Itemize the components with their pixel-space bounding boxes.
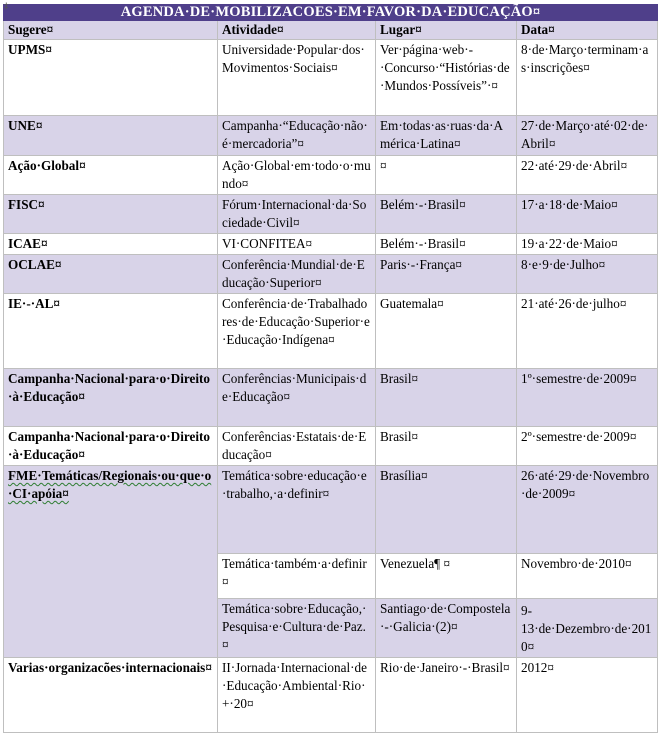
cell-org: IE·-·AL¤ [4,294,218,369]
header-lugar: Lugar¤ [376,21,517,40]
cell-date: 17·a·18·de·Maio¤ [517,195,658,234]
table-row [4,658,658,733]
table-row [4,255,658,294]
table-row [4,466,658,554]
cell-date: Novembro·de·2010¤ [517,554,658,599]
cell-date: 8·de·Março·terminam·as·inscrições¤ [517,40,658,116]
cell-org: UNE¤ [4,116,218,156]
cell-date: 26·até·29·de·Novembro·de·2009¤ [517,466,658,554]
cell-date: 22·até·29·de·Abril¤ [517,156,658,195]
cell-activity: Campanha·“Educação·não·é·mercadoria”¤ [218,116,376,156]
cell-place: Ver·página·web·-·Concurso·“Histórias·de·Mundos·Possíveis”·¤ [376,40,517,116]
cell-org: Varias·organizacões·internacionais¤ [4,658,218,733]
table-row [4,294,658,369]
cell-place: ¤ [376,156,517,195]
cell-activity: Temática·sobre·educação·e·trabalho,·a·definir¤ [218,466,376,554]
cell-date: 21·até·26·de·julho¤ [517,294,658,369]
cell-place: Brasil¤ [376,427,517,466]
cell-activity: Conferências·Municipais·de·Educação¤ [218,369,376,427]
cell-place: Guatemala¤ [376,294,517,369]
cell-date: 2º·semestre·de·2009¤ [517,427,658,466]
cell-date: 8·e·9·de·Julho¤ [517,255,658,294]
cell-activity: Temática·sobre·Educação,·Pesquisa·e·Cultura·de·Paz.¤ [218,599,376,658]
cell-org: OCLAE¤ [4,255,218,294]
table-row [4,427,658,466]
table-row [4,116,658,156]
cell-activity: Ação·Global·em·todo·o·mundo¤ [218,156,376,195]
table-row [4,369,658,427]
cell-org-text: FME·Temáticas/Regionais·ou·que·o·CI·apóia¤ [8,468,212,501]
cell-place: Belém·-·Brasil¤ [376,195,517,234]
table-row [4,156,658,195]
cell-activity: Temática·também·a·definir¤ [218,554,376,599]
cell-activity: Conferência·Mundial·de·Educação·Superior¤ [218,255,376,294]
cell-org: Campanha·Nacional·para·o·Direito·à·Educação¤ [4,369,218,427]
header-atividade: Atividade¤ [218,21,376,40]
paragraph-anchor-icon: ‡ [4,2,9,12]
cell-place: Rio·de·Janeiro·-·Brasil¤ [376,658,517,733]
cell-date: 27·de·Março·até·02·de·Abril¤ [517,116,658,156]
cell-org [4,466,218,658]
table-row [4,234,658,255]
header-data: Data¤ [517,21,658,40]
agenda-table [3,4,658,733]
cell-activity: Universidade·Popular·dos·Movimentos·Sociais¤ [218,40,376,116]
cell-place: Venezuela¶ ¤ [376,554,517,599]
cell-org: ICAE¤ [4,234,218,255]
cell-activity: Conferência·de·Trabalhadores·de·Educação·Superior·e·Educação·Indígena¤ [218,294,376,369]
cell-date-text: 9-13·de·Dezembro·de·2010¤ [521,603,652,654]
cell-date: 2012¤ [517,658,658,733]
header-sugere: Sugere¤ [4,21,218,40]
table-row [4,195,658,234]
cell-date [517,599,658,658]
cell-place: Brasil¤ [376,369,517,427]
cell-org: Ação·Global¤ [4,156,218,195]
cell-org: Campanha·Nacional·para·o·Direito·à·Educação¤ [4,427,218,466]
cell-activity: Conferências·Estatais·de·Educação¤ [218,427,376,466]
cell-place: Paris·-·França¤ [376,255,517,294]
table-header-row [4,21,658,40]
cell-date: 19·a·22·de·Maio¤ [517,234,658,255]
cell-activity: II·Jornada·Internacional·de·Educação·Ambiental·Rio·+·20¤ [218,658,376,733]
table-title: AGENDA·DE·MOBILIZACOES·EM·FAVOR·DA·EDUCAÇÃO¤ [4,5,658,21]
cell-place: Santiago·de·Compostela·-·Galicia·(2)¤ [376,599,517,658]
cell-date: 1º·semestre·de·2009¤ [517,369,658,427]
cell-place: Em·todas·as·ruas·da·América·Latina¤ [376,116,517,156]
cell-org: UPMS¤ [4,40,218,116]
cell-place: Brasília¤ [376,466,517,554]
document-page [3,4,657,733]
table-row [4,40,658,116]
cell-org: FISC¤ [4,195,218,234]
cell-activity: Fórum·Internacional·da·Sociedade·Civil¤ [218,195,376,234]
cell-place: Belém·-·Brasil¤ [376,234,517,255]
cell-activity: VI·CONFITEA¤ [218,234,376,255]
